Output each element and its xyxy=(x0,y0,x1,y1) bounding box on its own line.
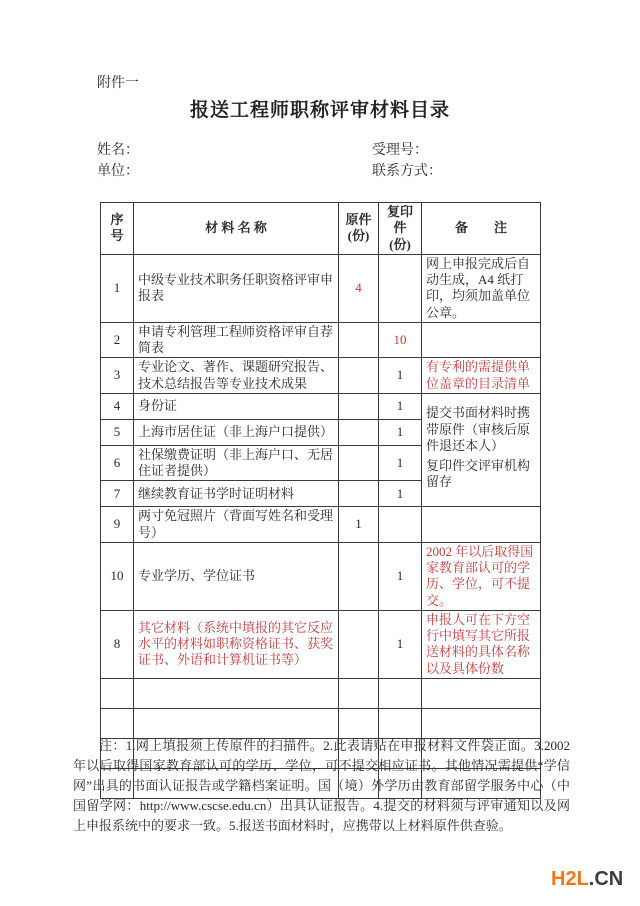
original-count-cell xyxy=(339,708,379,738)
row-no-cell: 7 xyxy=(101,481,134,507)
row-no-cell: 1 xyxy=(101,254,134,322)
header-remark: 备 注 xyxy=(422,203,541,255)
materials-table-wrapper xyxy=(100,202,541,799)
row-no-cell: 9 xyxy=(101,507,134,543)
table-row xyxy=(101,358,541,394)
row-no-cell: 5 xyxy=(101,419,134,445)
table-row xyxy=(101,254,541,322)
material-cell: 中级专业技术职务任职资格评审申报表 xyxy=(134,254,339,322)
row-no-cell: 2 xyxy=(101,322,134,358)
remark-cell: 有专利的需提供单位盖章的目录清单 xyxy=(422,358,541,394)
material-cell: 两寸免冠照片（背面写姓名和受理号） xyxy=(134,507,339,543)
document-title: 报送工程师职称评审材料目录 xyxy=(189,100,450,121)
original-count-cell: 1 xyxy=(339,507,379,543)
copies-count-cell: 1 xyxy=(379,610,422,678)
footnotes: 注：1.网上填报须上传原件的扫描件。2.此表请贴在申报材料文件袋正面。3.2002 年以后取得国家教育部认可的学历、学位，可不提交相应证书。其他情况需提供“学信网”出具的书面认证报告或学籍档案证明。国（境）外学历由教育部留学服务中心（中国留学网：http://www.cscse.edu.cn）出具认证报告。4.提交的材料须与评审通知以及网上申报系统中的要求一致。5.报送书面材料时，应携带以上材料原件供查验。 xyxy=(73,738,570,833)
row-no-cell: 6 xyxy=(101,445,134,481)
row-no-cell: 8 xyxy=(101,610,134,678)
original-count-cell xyxy=(339,542,379,610)
remark-cell: 申报人可在下方空行中填写其它所报送材料的具体名称以及具体份数 xyxy=(422,610,541,678)
material-cell: 专业学历、学位证书 xyxy=(134,542,339,610)
table-row xyxy=(101,322,541,358)
info-row-2 xyxy=(97,161,442,182)
row-no-cell xyxy=(101,708,134,738)
header-original: 原件 (份) xyxy=(339,203,379,255)
name-field-label: 姓名： xyxy=(97,143,139,158)
material-cell xyxy=(134,678,339,708)
remark-cell: 网上申报完成后自动生成，A4 纸打印，均须加盖单位公章。 xyxy=(422,254,541,322)
watermark-secondary: .CN xyxy=(588,868,624,890)
remark-cell xyxy=(422,507,541,543)
site-watermark xyxy=(551,868,623,891)
copies-count-cell xyxy=(379,507,422,543)
empty-table-row xyxy=(101,708,541,738)
materials-table xyxy=(100,202,541,799)
material-cell: 专业论文、著作、课题研究报告、技术总结报告等专业技术成果 xyxy=(134,358,339,394)
original-count-cell xyxy=(339,358,379,394)
table-header-row xyxy=(101,203,541,255)
original-count-cell xyxy=(339,678,379,708)
attachment-label: 附件一 xyxy=(97,76,139,91)
original-count-cell xyxy=(339,322,379,358)
copies-count-cell: 1 xyxy=(379,481,422,507)
material-cell: 社保缴费证明（非上海户口、无居住证者提供） xyxy=(134,445,339,481)
table-row xyxy=(101,610,541,678)
row-no-cell: 4 xyxy=(101,393,134,419)
copies-count-cell: 10 xyxy=(379,322,422,358)
original-count-cell xyxy=(339,419,379,445)
material-cell xyxy=(134,708,339,738)
original-count-cell xyxy=(339,481,379,507)
original-count-cell xyxy=(339,445,379,481)
empty-table-row xyxy=(101,678,541,708)
acceptance-no-label: 受理号： xyxy=(372,143,428,158)
info-fields xyxy=(97,140,442,182)
original-count-cell xyxy=(339,610,379,678)
unit-field-label: 单位： xyxy=(97,164,139,179)
copies-count-cell xyxy=(379,254,422,322)
material-cell: 继续教育证书学时证明材料 xyxy=(134,481,339,507)
remark-cell xyxy=(422,708,541,738)
contact-field-label: 联系方式： xyxy=(372,164,442,179)
remark-cell xyxy=(422,678,541,708)
header-copies: 复印件 (份) xyxy=(379,203,422,255)
copies-count-cell: 1 xyxy=(379,358,422,394)
merged-remark-line1: 提交书面材料时携带原件（审核后原件退还本人） xyxy=(426,405,531,453)
material-cell: 身份证 xyxy=(134,393,339,419)
copies-count-cell xyxy=(379,708,422,738)
material-cell: 其它材料（系统中填报的其它反应水平的材料如职称资格证书、获奖证书、外语和计算机证书等） xyxy=(134,610,339,678)
watermark-primary: H2L xyxy=(551,868,589,890)
row-no-cell: 3 xyxy=(101,358,134,394)
merged-remark-cell xyxy=(422,393,541,507)
row-no-cell xyxy=(101,678,134,708)
table-row xyxy=(101,507,541,543)
remark-cell xyxy=(422,322,541,358)
material-cell: 上海市居住证（非上海户口提供） xyxy=(134,419,339,445)
copies-count-cell: 1 xyxy=(379,419,422,445)
copies-count-cell: 1 xyxy=(379,393,422,419)
header-material: 材 料 名 称 xyxy=(134,203,339,255)
row-no-cell: 10 xyxy=(101,542,134,610)
copies-count-cell: 1 xyxy=(379,542,422,610)
table-row xyxy=(101,542,541,610)
remark-cell: 2002 年以后取得国家教育部认可的学历、学位，可不提交。 xyxy=(422,542,541,610)
info-row-1 xyxy=(97,140,442,161)
original-count-cell xyxy=(339,393,379,419)
merged-remark-line2: 复印件交评审机构留存 xyxy=(426,458,531,490)
copies-count-cell: 1 xyxy=(379,445,422,481)
material-cell: 申请专利管理工程师资格评审自荐简表 xyxy=(134,322,339,358)
original-count-cell: 4 xyxy=(339,254,379,322)
header-no: 序号 xyxy=(101,203,134,255)
table-row xyxy=(101,393,541,419)
copies-count-cell xyxy=(379,678,422,708)
